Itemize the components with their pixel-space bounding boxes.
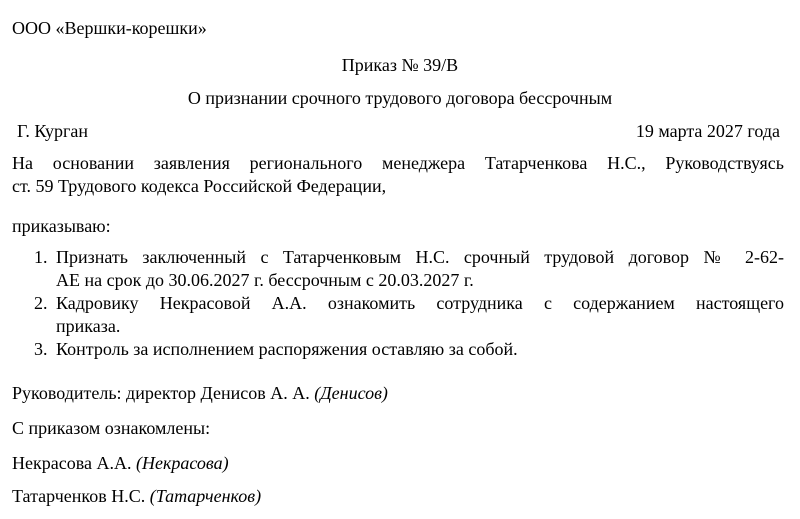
head-label: Руководитель: директор Денисов А. А. — [12, 383, 310, 403]
signatory-signature: (Некрасова) — [135, 453, 229, 473]
list-item — [12, 246, 784, 292]
acknowledged-label: С приказом ознакомлены: — [12, 418, 211, 438]
order-basis — [12, 152, 784, 198]
signatory-name: Татарченков Н.С. — [12, 486, 146, 506]
list-item-line: приказа. — [56, 316, 121, 336]
list-item-number: 2. — [34, 293, 48, 313]
signatory-name: Некрасова А.А. — [12, 453, 132, 473]
list-item-line: Признать заключенный с Татарченковым Н.С. срочный трудовой договор № 2-62- — [56, 247, 784, 267]
list-item-line: Кадровику Некрасовой А.А. ознакомить сотрудника с содержанием настоящего — [56, 293, 784, 313]
list-item-line: Контроль за исполнением распоряжения оставляю за собой. — [56, 339, 518, 359]
signatory-line — [12, 452, 229, 474]
list-item — [12, 338, 784, 361]
signatory-signature: (Татарченков) — [149, 486, 262, 506]
list-item — [12, 292, 784, 338]
signatory-line — [12, 485, 261, 507]
list-item-line: АЕ на срок до 30.06.2027 г. бессрочным с 20.03.2027 г. — [56, 270, 474, 290]
order-items-list — [12, 246, 784, 361]
list-item-number: 1. — [34, 247, 48, 267]
city: Г. Курган — [17, 121, 89, 141]
head-signature-line — [12, 382, 388, 404]
basis-line: На основании заявления регионального менеджера Татарченкова Н.С., Руководствуясь — [12, 153, 784, 173]
order-date: 19 марта 2027 года — [635, 121, 780, 141]
list-item-number: 3. — [34, 339, 48, 359]
order-subject: О признании срочного трудового договора бессрочным — [187, 88, 613, 108]
basis-line: ст. 59 Трудового кодекса Российской Федерации, — [12, 176, 387, 196]
head-signature: (Денисов) — [314, 383, 388, 403]
order-title: Приказ № 39/В — [341, 55, 459, 75]
organization-name: ООО «Вершки-корешки» — [12, 18, 207, 38]
order-word: приказываю: — [12, 216, 111, 236]
